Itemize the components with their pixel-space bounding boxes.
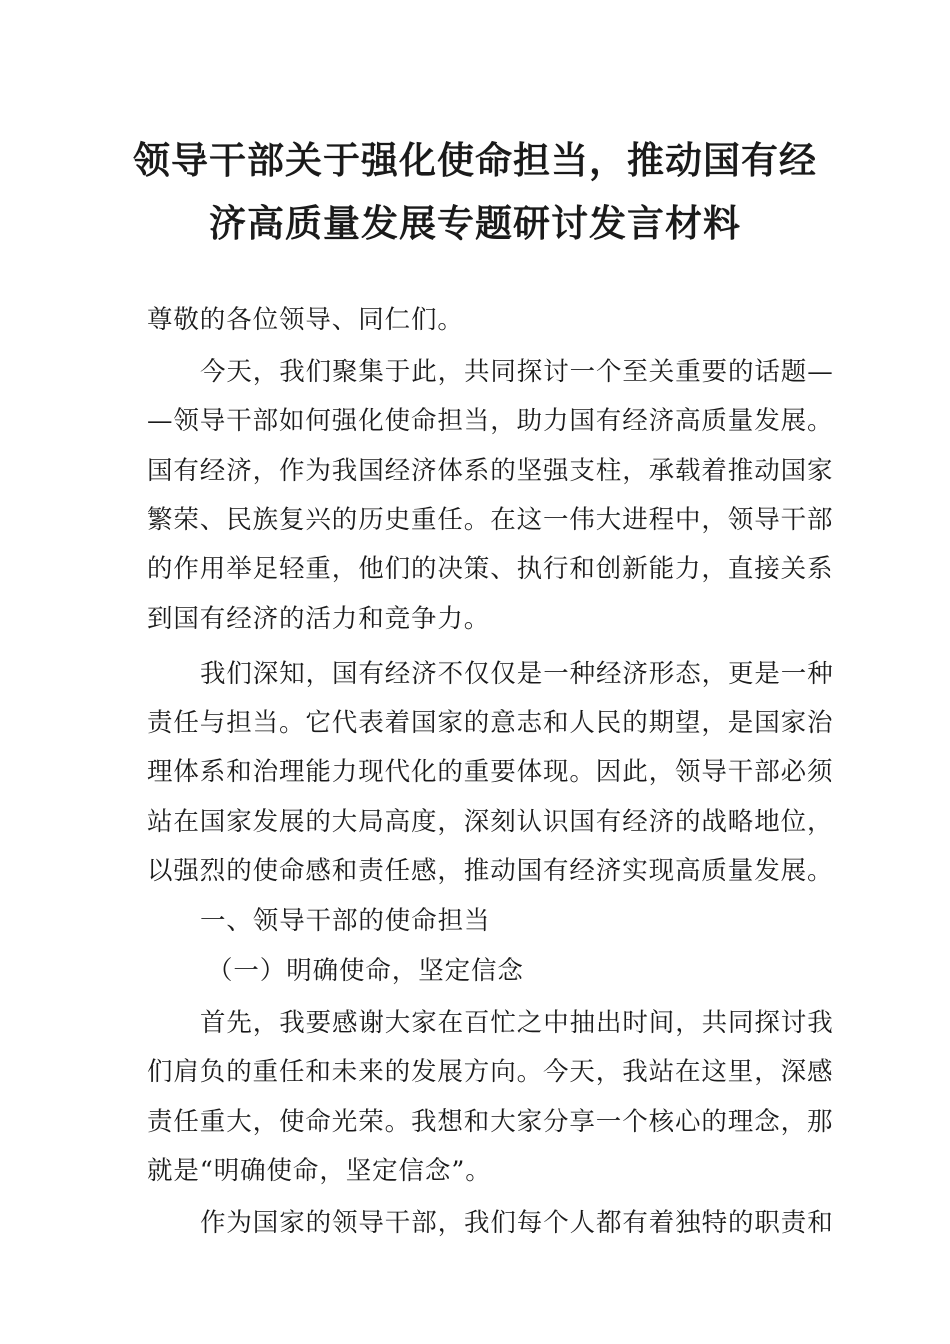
paragraph-line: 们肩负的重任和未来的发展方向。今天，我站在这里，深感 bbox=[147, 1057, 834, 1087]
section-heading: 一、领导干部的使命担当 bbox=[200, 906, 491, 936]
paragraph-line: 就是“明确使命，坚定信念”。 bbox=[147, 1156, 492, 1186]
paragraph-line: —领导干部如何强化使命担当，助力国有经济高质量发展。 bbox=[147, 406, 834, 436]
paragraph-line: 首先，我要感谢大家在百忙之中抽出时间，共同探讨我 bbox=[200, 1008, 834, 1038]
salutation: 尊敬的各位领导、同仁们。 bbox=[147, 305, 464, 335]
paragraph-line: 站在国家发展的大局高度，深刻认识国有经济的战略地位， bbox=[147, 807, 834, 837]
paragraph-line: 理体系和治理能力现代化的重要体现。因此，领导干部必须 bbox=[147, 757, 834, 787]
paragraph-line: 国有经济，作为我国经济体系的坚强支柱，承载着推动国家 bbox=[147, 456, 834, 486]
paragraph-line: 繁荣、民族复兴的历史重任。在这一伟大进程中，领导干部 bbox=[147, 505, 834, 535]
paragraph-line: 的作用举足轻重，他们的决策、执行和创新能力，直接关系 bbox=[147, 554, 834, 584]
document-title-line-2: 济高质量发展专题研讨发言材料 bbox=[209, 202, 741, 245]
paragraph-line: 我们深知，国有经济不仅仅是一种经济形态，更是一种 bbox=[200, 659, 834, 689]
document-title-line-1: 领导干部关于强化使命担当，推动国有经 bbox=[133, 139, 817, 182]
paragraph-line: 今天，我们聚集于此，共同探讨一个至关重要的话题— bbox=[200, 357, 834, 387]
paragraph-line: 以强烈的使命感和责任感，推动国有经济实现高质量发展。 bbox=[147, 856, 834, 886]
subsection-heading: （一）明确使命，坚定信念 bbox=[207, 956, 524, 986]
paragraph-line: 到国有经济的活力和竞争力。 bbox=[147, 604, 491, 634]
paragraph-line: 责任重大，使命光荣。我想和大家分享一个核心的理念，那 bbox=[147, 1107, 834, 1137]
paragraph-line: 作为国家的领导干部，我们每个人都有着独特的职责和 bbox=[200, 1208, 834, 1238]
paragraph-line: 责任与担当。它代表着国家的意志和人民的期望，是国家治 bbox=[147, 708, 834, 738]
